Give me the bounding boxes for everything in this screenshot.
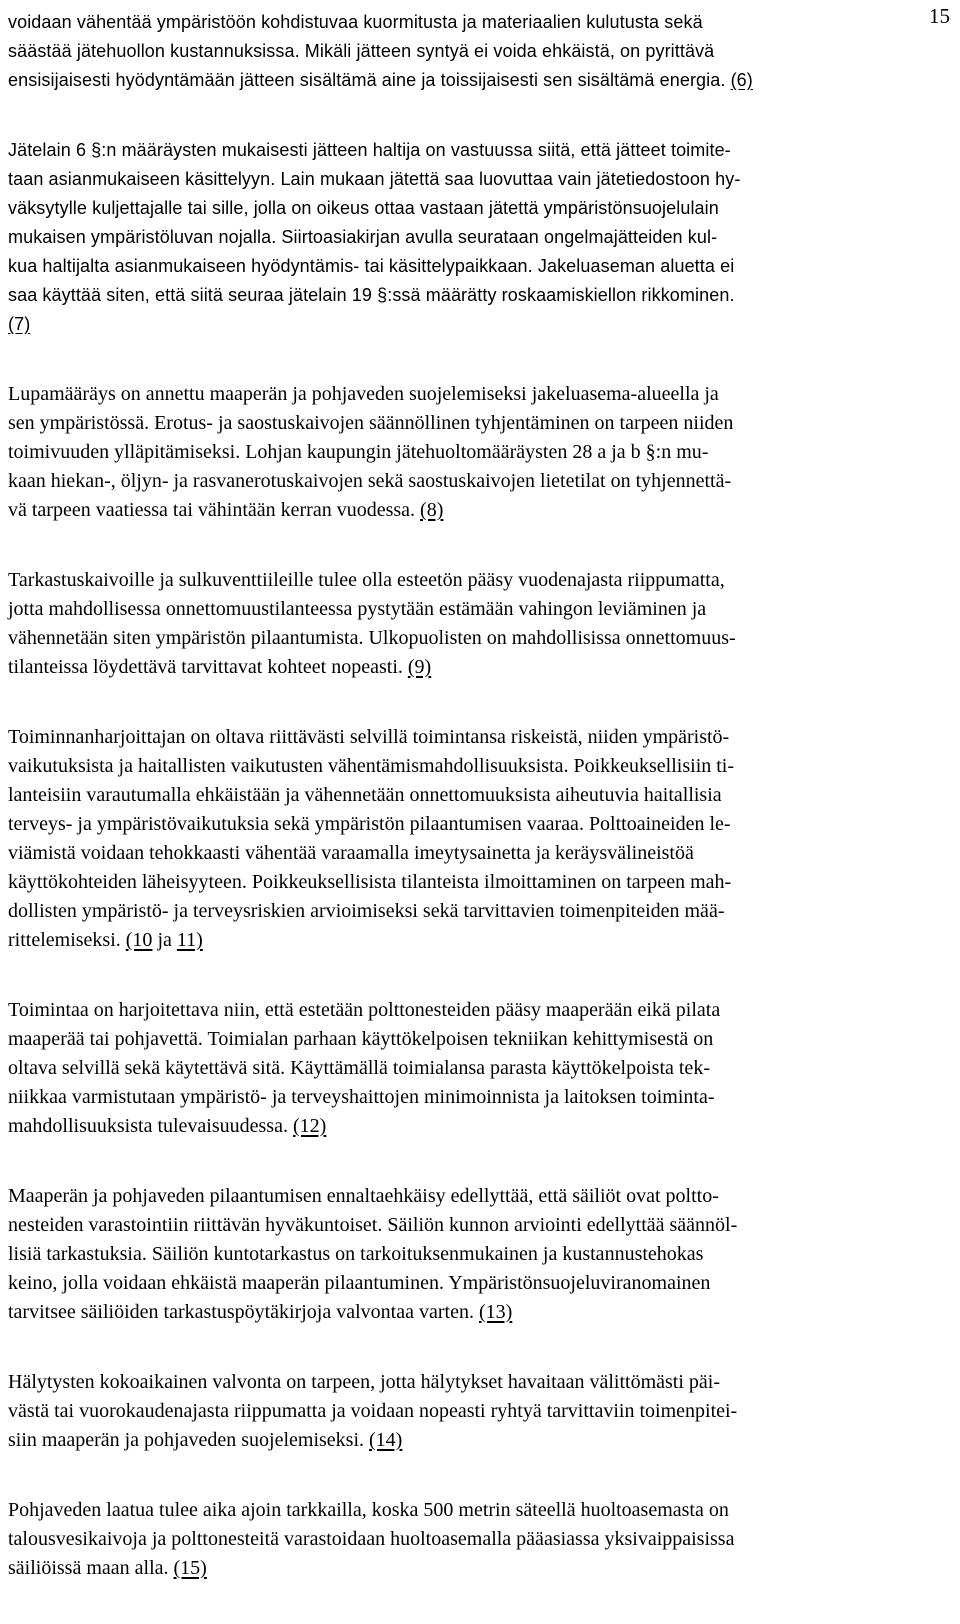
paragraph-line: sen ympäristössä. Erotus- ja saostuskaivojen säännöllinen tyhjentäminen on tarpeen niiden <box>8 412 734 434</box>
reference-link[interactable]: (7) <box>8 314 31 334</box>
page-number: 15 <box>929 4 950 28</box>
paragraph <box>8 8 951 95</box>
paragraph-line: Tarkastuskaivoille ja sulkuventtiileille tulee olla esteetön pääsy vuodenajasta riippumatta, <box>8 569 725 591</box>
paragraph-line: säiliöissä maan alla. <box>8 1557 174 1579</box>
paragraph-line: vaikutuksista ja haitallisten vaikutusten vähentämismahdollisuuksista. Poikkeuksellisiin ti- <box>8 755 735 777</box>
paragraph-line: lisiä tarkastuksia. Säiliön kuntotarkastus on tarkoituksenmukainen ja kustannustehokas <box>8 1243 704 1265</box>
paragraph-line: nesteiden varastointiin riittävän hyväkuntoiset. Säiliön kunnon arviointi edellyttää säännöl- <box>8 1214 738 1236</box>
reference-link[interactable]: (6) <box>730 70 753 90</box>
paragraph <box>8 1496 951 1583</box>
paragraph-line: Toimintaa on harjoitettava niin, että estetään polttonesteiden pääsy maaperään eikä pilata <box>8 999 721 1021</box>
paragraph-line: oltava selvillä sekä käytettävä sitä. Käyttämällä toimialansa parasta käyttökelpoista tek- <box>8 1057 710 1079</box>
paragraph-line: tilanteissa löydettävä tarvittavat kohteet nopeasti. <box>8 656 408 678</box>
reference-link[interactable]: (12) <box>292 1115 327 1137</box>
paragraph-line: vähennetään siten ympäristön pilaantumista. Ulkopuolisten on mahdollisissa onnettomuus- <box>8 627 736 649</box>
paragraph <box>8 136 951 339</box>
reference-joiner: ja <box>152 929 177 951</box>
paragraph-line: talousvesikaivoja ja polttonesteitä varastoidaan huoltoasemalla pääasiassa yksivaippaisissa <box>8 1528 735 1550</box>
paragraph-line: dollisten ympäristö- ja terveysriskien arvioimiseksi sekä tarvittavien toimenpiteiden mää- <box>8 900 725 922</box>
paragraph-line: säästää jätehuollon kustannuksissa. Mikäli jätteen syntyä ei voida ehkäistä, on pyrittävä <box>8 41 715 61</box>
paragraph <box>8 380 951 525</box>
paragraph-line: Maaperän ja pohjaveden pilaantumisen ennaltaehkäisy edellyttää, että säiliöt ovat poltto- <box>8 1185 719 1207</box>
paragraph-line: väksytylle kuljettajalle tai sille, jolla on oikeus ottaa vastaan jätettä ympäristönsuojelulain <box>8 198 719 218</box>
paragraph <box>8 566 951 682</box>
paragraph-line: käyttökohteiden läheisyyteen. Poikkeuksellisista tilanteista ilmoittaminen on tarpeen mah- <box>8 871 732 893</box>
paragraph-line: ensisijaisesti hyödyntämään jätteen sisältämä aine ja toissijaisesti sen sisältämä energia. <box>8 70 731 90</box>
reference-link[interactable]: 11) <box>176 929 203 951</box>
paragraph-line: maaperää tai pohjavettä. Toimialan parhaan käyttökelpoisen tekniikan kehittymisestä on <box>8 1028 714 1050</box>
paragraph-line: mukaisen ympäristöluvan nojalla. Siirtoasiakirjan avulla seurataan ongelmajätteiden kul- <box>8 227 718 247</box>
paragraph-line: voidaan vähentää ympäristöön kohdistuvaa kuormitusta ja materiaalien kulutusta sekä <box>8 12 703 32</box>
paragraph-line: saa käyttää siten, että siitä seuraa jätelain 19 §:ssä määrätty roskaamiskiellon rikkominen. <box>8 285 735 305</box>
paragraph <box>8 996 951 1141</box>
reference-link[interactable]: (8) <box>420 499 444 521</box>
paragraph-line: mahdollisuuksista tulevaisuudessa. <box>8 1115 293 1137</box>
reference-link[interactable]: (14) <box>369 1429 403 1451</box>
paragraph-line: keino, jolla voidaan ehkäistä maaperän pilaantuminen. Ympäristönsuojeluviranomainen <box>8 1272 711 1294</box>
paragraph-line: viämistä voidaan tehokkaasti vähentää varaamalla imeytysainetta ja keräysvälineistöä <box>8 842 694 864</box>
paragraph-line: Lupamääräys on annettu maaperän ja pohjaveden suojelemiseksi jakeluasema-alueella ja <box>8 383 719 405</box>
paragraph <box>8 1182 951 1327</box>
reference-link[interactable]: (10 <box>125 929 153 951</box>
paragraph-line: siin maaperän ja pohjaveden suojelemiseksi. <box>8 1429 370 1451</box>
paragraph-line: terveys- ja ympäristövaikutuksia sekä ympäristön pilaantumisen vaaraa. Polttoaineiden le- <box>8 813 731 835</box>
paragraph-line: tarvitsee säiliöiden tarkastuspöytäkirjoja valvontaa varten. <box>8 1301 479 1323</box>
paragraph-line: vä tarpeen vaatiessa tai vähintään kerran vuodessa. <box>8 499 421 521</box>
paragraph-line: niikkaa varmistutaan ympäristö- ja terveyshaittojen minimoinnista ja laitoksen toiminta- <box>8 1086 715 1108</box>
paragraph-line: Jätelain 6 §:n määräysten mukaisesti jätteen haltija on vastuussa siitä, että jätteet toimite- <box>8 140 731 160</box>
paragraph <box>8 723 951 955</box>
document-body <box>8 8 951 1624</box>
paragraph-line: Pohjaveden laatua tulee aika ajoin tarkkailla, koska 500 metrin säteellä huoltoasemasta on <box>8 1499 729 1521</box>
paragraph-line: västä tai vuorokaudenajasta riippumatta ja voidaan nopeasti ryhtyä tarvittaviin toimenpitei- <box>8 1400 738 1422</box>
paragraph-line: kaan hiekan-, öljyn- ja rasvanerotuskaivojen sekä saostuskaivojen lietetilat on tyhjennettä- <box>8 470 732 492</box>
paragraph-line: Hälytysten kokoaikainen valvonta on tarpeen, jotta hälytykset havaitaan välittömästi päi- <box>8 1371 721 1393</box>
paragraph-line: Toiminnanharjoittajan on oltava riittävästi selvillä toimintansa riskeistä, niiden ympäristö- <box>8 726 730 748</box>
paragraph-line: kua haltijalta asianmukaiseen hyödyntämis- tai käsittelypaikkaan. Jakeluaseman aluetta ei <box>8 256 735 276</box>
reference-link[interactable]: (13) <box>478 1301 513 1323</box>
reference-link[interactable]: (9) <box>407 656 432 678</box>
paragraph-line: jotta mahdollisessa onnettomuustilanteessa pystytään estämään vahingon leviäminen ja <box>8 598 707 620</box>
paragraph-line: rittelemiseksi. <box>8 929 126 951</box>
paragraph <box>8 1368 951 1455</box>
paragraph-line: toimivuuden ylläpitämiseksi. Lohjan kaupungin jätehuoltomääräysten 28 a ja b §:n mu- <box>8 441 709 463</box>
paragraph-line: taan asianmukaiseen käsittelyyn. Lain mukaan jätettä saa luovuttaa vain jätetiedostoon hy- <box>8 169 741 189</box>
reference-link[interactable]: (15) <box>173 1557 207 1579</box>
paragraph-line: lanteisiin varautumalla ehkäistään ja vähennetään onnettomuuksista aiheutuvia haitallisia <box>8 784 722 806</box>
